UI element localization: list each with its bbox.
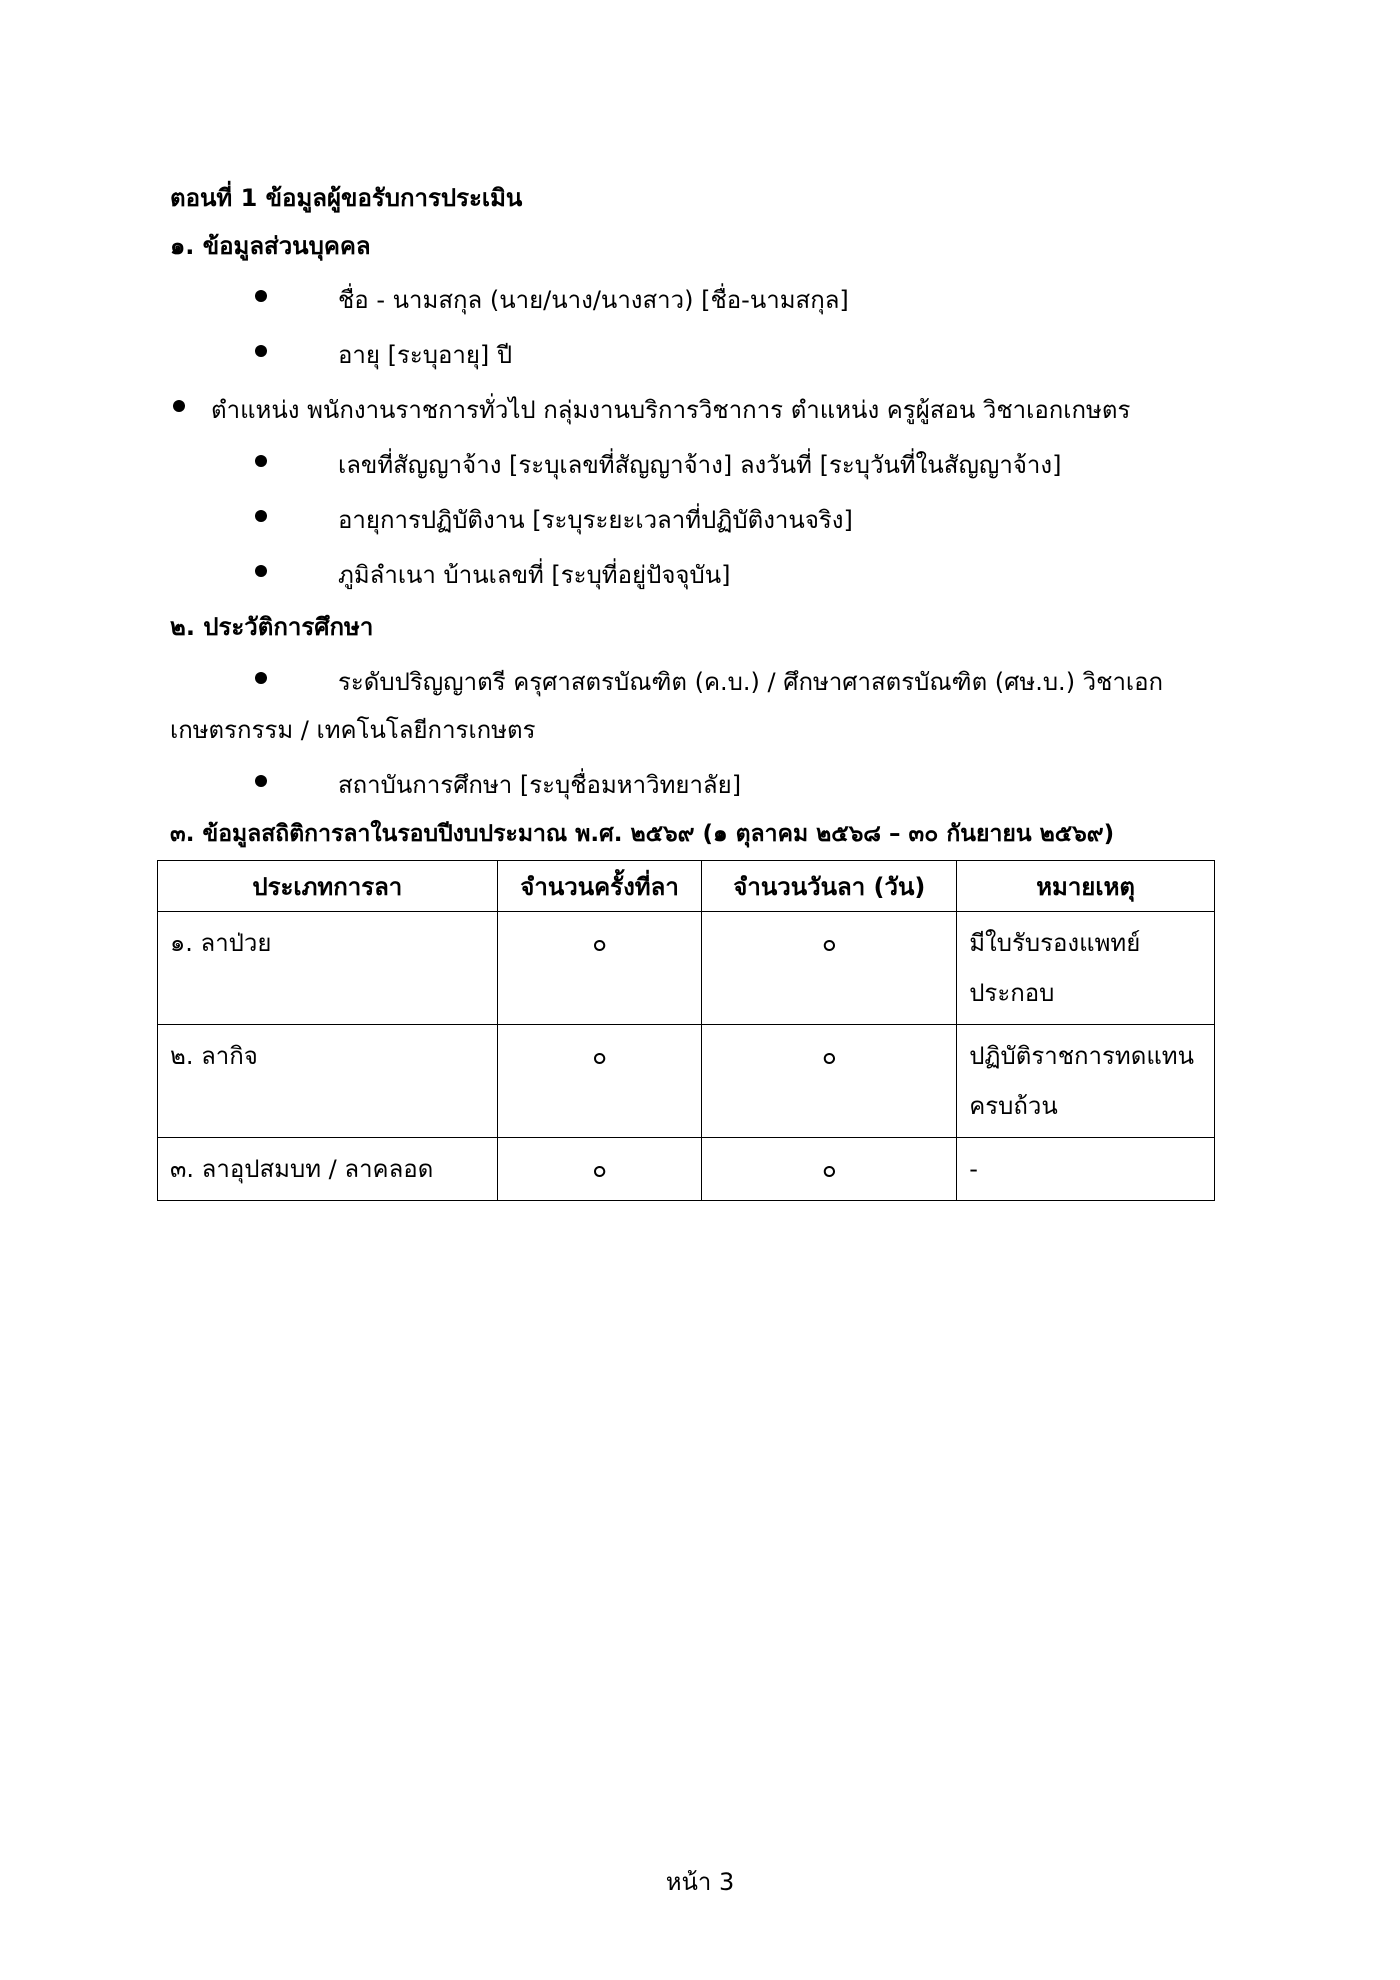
degree-line-continued: เกษตรกรรม / เทคโนโลยีการเกษตร	[170, 716, 536, 744]
age-field: อายุ [ระบุอายุ] ปี	[338, 341, 513, 369]
bullet-icon	[255, 510, 267, 522]
bullet-icon	[255, 290, 267, 302]
bullet-icon	[173, 400, 185, 412]
contract-field: เลขที่สัญญาจ้าง [ระบุเลขที่สัญญาจ้าง] ลงวันที่ [ระบุวันที่ในสัญญาจ้าง]	[338, 451, 1062, 479]
name-field: ชื่อ - นามสกุล (นาย/นาง/นางสาว) [ชื่อ-นามสกุล]	[338, 286, 849, 314]
table-row	[158, 1138, 1215, 1201]
bullet-icon	[255, 345, 267, 357]
bullet-icon	[255, 565, 267, 577]
leave-type-cell: ๓. ลาอุปสมบท / ลาคลอด	[158, 1138, 498, 1201]
column-header: จำนวนวันลา (วัน)	[702, 861, 957, 912]
leave-heading: ๓. ข้อมูลสถิติการลาในรอบปีงบประมาณ พ.ศ. ๒๕๖๙ (๑ ตุลาคม ๒๕๖๘ – ๓๐ กันยายน ๒๕๖๙)	[170, 821, 1115, 847]
leave-table	[157, 860, 1215, 1201]
table-header-row	[158, 861, 1215, 912]
leave-type-cell: ๒. ลากิจ	[158, 1025, 498, 1138]
degree-line: ระดับปริญญาตรี ครุศาสตรบัณฑิต (ค.บ.) / ศึกษาศาสตรบัณฑิต (ศษ.บ.) วิชาเอก	[338, 668, 1164, 696]
leave-days-cell: ๐	[702, 912, 957, 1025]
column-header: ประเภทการลา	[158, 861, 498, 912]
personal-heading: ๑. ข้อมูลส่วนบุคคล	[170, 232, 371, 260]
bullet-icon	[255, 455, 267, 467]
column-header: หมายเหตุ	[957, 861, 1215, 912]
table-row	[158, 1025, 1215, 1138]
institution-field: สถาบันการศึกษา [ระบุชื่อมหาวิทยาลัย]	[338, 771, 742, 799]
section-title: ตอนที่ 1 ข้อมูลผู้ขอรับการประเมิน	[170, 184, 523, 212]
bullet-icon	[255, 672, 267, 684]
leave-times-cell: ๐	[497, 912, 702, 1025]
leave-note-cell: ปฏิบัติราชการทดแทนครบถ้วน	[957, 1025, 1215, 1138]
leave-times-cell: ๐	[497, 1138, 702, 1201]
education-heading: ๒. ประวัติการศึกษา	[170, 613, 374, 641]
bullet-icon	[255, 775, 267, 787]
leave-days-cell: ๐	[702, 1025, 957, 1138]
position-field: ตำแหน่ง พนักงานราชการทั่วไป กลุ่มงานบริการวิชาการ ตำแหน่ง ครูผู้สอน วิชาเอกเกษตร	[211, 396, 1131, 424]
table-row	[158, 912, 1215, 1025]
leave-note-cell: -	[957, 1138, 1215, 1201]
leave-type-cell: ๑. ลาป่วย	[158, 912, 498, 1025]
leave-times-cell: ๐	[497, 1025, 702, 1138]
page-number: หน้า 3	[665, 1868, 735, 1896]
leave-days-cell: ๐	[702, 1138, 957, 1201]
column-header: จำนวนครั้งที่ลา	[497, 861, 702, 912]
domicile-field: ภูมิลำเนา บ้านเลขที่ [ระบุที่อยู่ปัจจุบัน]	[338, 561, 731, 589]
leave-note-cell: มีใบรับรองแพทย์ประกอบ	[957, 912, 1215, 1025]
service-field: อายุการปฏิบัติงาน [ระบุระยะเวลาที่ปฏิบัติงานจริง]	[338, 506, 853, 534]
